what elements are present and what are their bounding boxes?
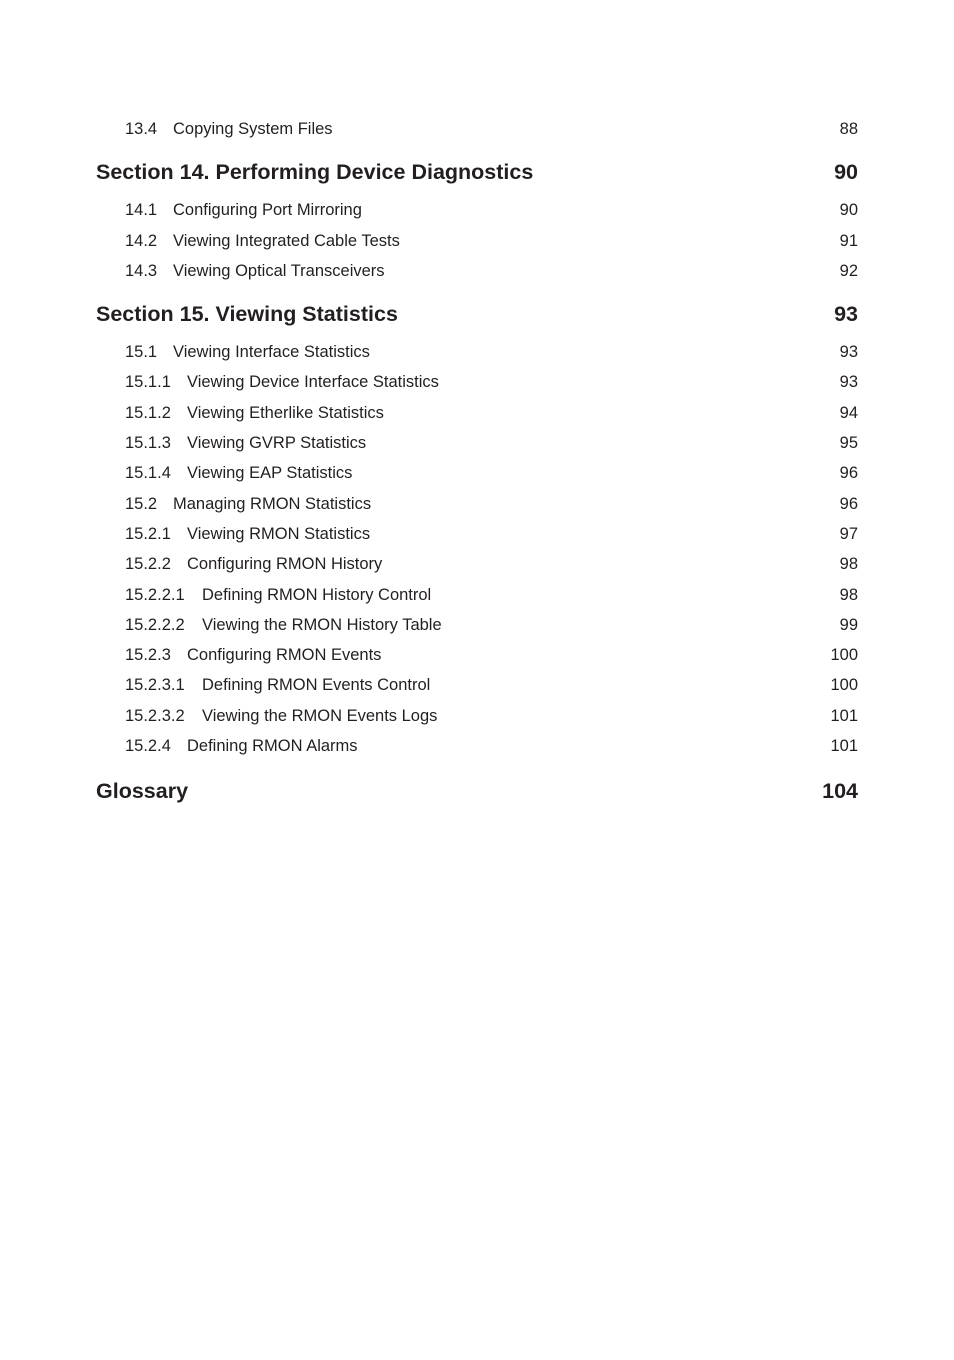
toc-entry[interactable] — [96, 367, 858, 397]
toc-entry[interactable] — [96, 670, 858, 700]
toc-entry-page: 88 — [839, 120, 858, 138]
toc-entry-number: 15.2 — [125, 494, 158, 513]
table-of-contents — [96, 114, 858, 814]
toc-entry-title: Viewing EAP Statistics — [187, 464, 353, 483]
toc-entry-title: Viewing the RMON History Table — [202, 615, 442, 634]
toc-entry-number: 13.4 — [125, 120, 158, 138]
toc-section-page: 93 — [834, 302, 858, 327]
toc-entry[interactable] — [96, 519, 858, 549]
toc-entry[interactable] — [96, 701, 858, 731]
toc-section-page: 90 — [834, 160, 858, 185]
toc-section-title: Section 14. Performing Device Diagnostics — [96, 160, 534, 185]
toc-entry-page: 96 — [839, 494, 858, 513]
toc-entry-page: 100 — [830, 646, 858, 665]
toc-entry-number: 15.1.2 — [125, 403, 171, 422]
toc-entry-number: 15.1 — [125, 343, 158, 362]
toc-entry-number: 15.2.4 — [125, 737, 171, 756]
toc-entry-number: 15.2.3 — [125, 646, 171, 665]
toc-entry[interactable] — [96, 398, 858, 428]
toc-entry-title: Viewing the RMON Events Logs — [202, 706, 438, 725]
toc-entry-title: Viewing Optical Transceivers — [173, 261, 385, 280]
toc-entry-page: 93 — [839, 343, 858, 362]
toc-entry[interactable] — [96, 489, 858, 519]
toc-entry[interactable] — [96, 256, 858, 286]
toc-entry-number: 15.1.3 — [125, 434, 171, 453]
toc-entry-page: 97 — [839, 524, 858, 543]
toc-entry-page: 100 — [830, 676, 858, 695]
toc-entry[interactable] — [96, 458, 858, 488]
toc-entry-title: Configuring RMON History — [187, 555, 383, 574]
toc-section-title: Glossary — [96, 779, 189, 804]
toc-entry-title: Viewing Etherlike Statistics — [187, 403, 384, 422]
toc-glossary-heading[interactable] — [96, 773, 858, 809]
toc-entry-page: 94 — [839, 403, 858, 422]
toc-entry-number: 15.2.2 — [125, 555, 171, 574]
toc-entry-number: 15.1.4 — [125, 464, 171, 483]
toc-entry-number: 14.1 — [125, 201, 158, 220]
toc-entry-number: 15.2.2.2 — [125, 615, 185, 634]
toc-entry-title: Viewing Integrated Cable Tests — [173, 231, 400, 250]
toc-entry[interactable] — [96, 428, 858, 458]
toc-entry-page: 98 — [839, 555, 858, 574]
toc-entry-page: 92 — [839, 261, 858, 280]
toc-entry-title: Configuring Port Mirroring — [173, 201, 362, 220]
toc-entry-title: Configuring RMON Events — [187, 646, 382, 665]
toc-entry-number: 15.2.1 — [125, 524, 171, 543]
toc-entry-title: Defining RMON Alarms — [187, 737, 358, 756]
toc-entry[interactable] — [96, 114, 858, 144]
toc-entry-title: Viewing RMON Statistics — [187, 524, 371, 543]
toc-entry-page: 99 — [839, 615, 858, 634]
toc-entry-title: Copying System Files — [173, 120, 333, 138]
toc-entry-title: Defining RMON Events Control — [202, 676, 431, 695]
toc-entry-number: 14.2 — [125, 231, 158, 250]
toc-entry-title: Viewing Device Interface Statistics — [187, 373, 439, 392]
toc-entry[interactable] — [96, 337, 858, 367]
toc-entry[interactable] — [96, 226, 858, 256]
toc-entry[interactable] — [96, 610, 858, 640]
toc-entry-page: 91 — [839, 231, 858, 250]
toc-entry-title: Viewing GVRP Statistics — [187, 434, 367, 453]
toc-entry-page: 98 — [839, 585, 858, 604]
toc-entry-number: 14.3 — [125, 261, 158, 280]
toc-entry-page: 90 — [839, 201, 858, 220]
toc-section-heading[interactable] — [96, 154, 858, 190]
toc-entry-number: 15.1.1 — [125, 373, 171, 392]
toc-section-title: Section 15. Viewing Statistics — [96, 302, 398, 327]
toc-entry-page: 96 — [839, 464, 858, 483]
toc-entry-page: 93 — [839, 373, 858, 392]
toc-entry-page: 95 — [839, 434, 858, 453]
toc-entry[interactable] — [96, 195, 858, 225]
toc-section-heading[interactable] — [96, 296, 858, 332]
toc-entry-page: 101 — [830, 737, 858, 756]
toc-entry-number: 15.2.2.1 — [125, 585, 185, 604]
toc-entry[interactable] — [96, 640, 858, 670]
toc-section-page: 104 — [822, 779, 858, 804]
toc-entry-title: Managing RMON Statistics — [173, 494, 372, 513]
toc-entry[interactable] — [96, 580, 858, 610]
toc-entry[interactable] — [96, 549, 858, 579]
toc-entry-page: 101 — [830, 706, 858, 725]
toc-entry[interactable] — [96, 731, 858, 761]
toc-entry-number: 15.2.3.2 — [125, 706, 185, 725]
toc-entry-number: 15.2.3.1 — [125, 676, 185, 695]
toc-entry-title: Defining RMON History Control — [202, 585, 432, 604]
toc-entry-title: Viewing Interface Statistics — [173, 343, 370, 362]
